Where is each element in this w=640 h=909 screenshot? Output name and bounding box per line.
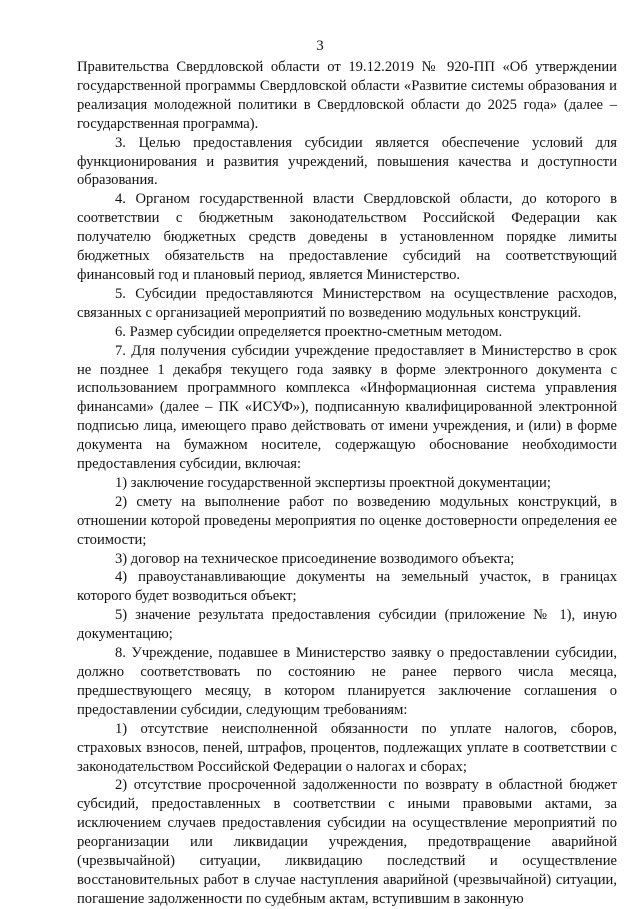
paragraph: 5) значение результата предоставления субсидии (приложение № 1), иную документацию; bbox=[77, 607, 617, 643]
paragraph: 2) отсутствие просроченной задолженности по возврату в областной бюджет субсидий, предоставленных в соответствии с иными правовыми актами, за исключением случаев предоставления субсидии на осуществление мероприятий по реорганизации или ликвидации учреждения, предотвращение аварийной (чрезвычайной) ситуации, ликвидацию последствий и осуществление восстановительных работ в случае наступления аварийной (чрезвычайной) ситуации, погашение задолженности по судебным актам, вступившим в законную bbox=[77, 777, 617, 907]
paragraph: 6. Размер субсидии определяется проектно-сметным методом. bbox=[115, 323, 503, 340]
paragraph: 3) договор на техническое присоединение возводимого объекта; bbox=[115, 550, 515, 567]
paragraph: 1) заключение государственной экспертизы проектной документации; bbox=[115, 474, 551, 491]
paragraph: 7. Для получения субсидии учреждение предоставляет в Министерство в срок не позднее 1 декабря текущего года заявку в форме электронного документа с использованием программного комплекса «Информационная система управления финансами» (далее – ПК «ИСУФ»), подписанную квалифицированной электронной подписью лица, имеющего право действовать от имени учреждения, и (или) в форме документа на бумажном носителе, содержащую обоснование необходимости предоставления субсидии, включая: bbox=[77, 342, 617, 473]
paragraph: 4) правоустанавливающие документы на земельный участок, в границах которого будет возводиться объект; bbox=[77, 569, 617, 605]
paragraph: 8. Учреждение, подавшее в Министерство заявку о предоставлении субсидии, должно соответствовать по состоянию не ранее первого числа месяца, предшествующего месяцу, в котором планируется заключение соглашения о предоставлении субсидии, следующим требованиям: bbox=[77, 645, 617, 718]
paragraph: 1) отсутствие неисполненной обязанности по уплате налогов, сборов, страховых взносов, пеней, штрафов, процентов, подлежащих уплате в соответствии с законодательством Российской Федерации о налогах и сборах; bbox=[77, 720, 617, 775]
paragraph: 4. Органом государственной власти Свердловской области, до которого в соответствии с бюджетным законодательством Российской Федерации как получателю бюджетных средств доведены в установленном порядке лимиты бюджетных обязательств на предоставление субсидий на соответствующий финансовый год и плановый период, является Министерство. bbox=[77, 191, 617, 283]
page-number: 3 bbox=[316, 38, 324, 54]
paragraph: 2) смету на выполнение работ по возведению модульных конструкций, в отношении которой проведены мероприятия по оценке достоверности определения ее стоимости; bbox=[77, 493, 617, 548]
paragraph: 5. Субсидии предоставляются Министерством на осуществление расходов, связанных с организацией мероприятий по возведению модульных конструкций. bbox=[77, 285, 617, 321]
document-body bbox=[77, 58, 617, 909]
paragraph: Правительства Свердловской области от 19.12.2019 № 920-ПП «Об утверждении государственной программы Свердловской области «Развитие системы образования и реализация молодежной политики в Свердловской области до 2025 года» (далее – государственная программа). bbox=[77, 59, 617, 132]
paragraph: 3. Целью предоставления субсидии является обеспечение условий для функционирования и развития учреждений, повышения качества и доступности образования. bbox=[77, 134, 617, 189]
